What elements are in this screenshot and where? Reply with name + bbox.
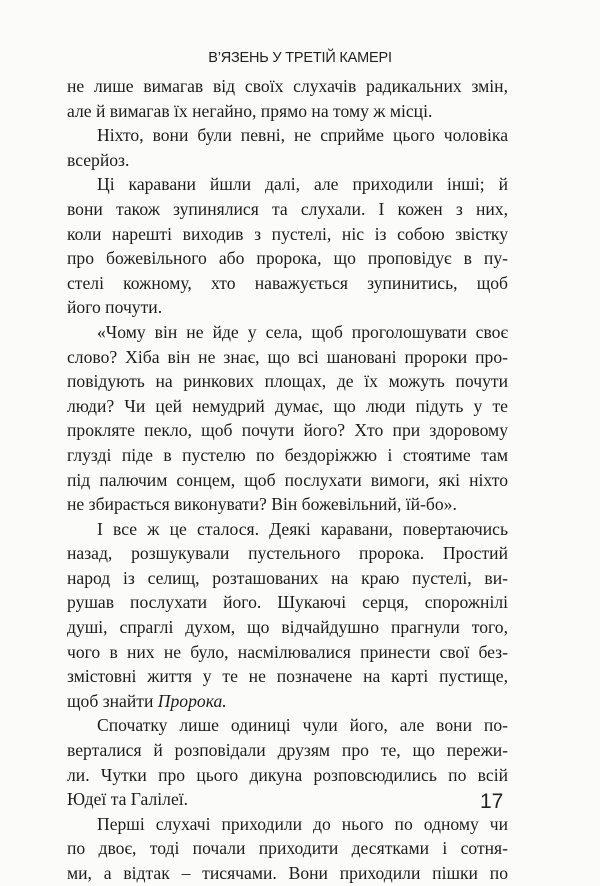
line-text: І все ж це сталося. Деякі каравани, повертаючись — [97, 518, 508, 539]
paragraph — [67, 812, 508, 886]
text-line — [67, 345, 508, 370]
text-line — [67, 861, 508, 886]
text-line — [67, 763, 508, 788]
line-text: під палючим сонцем, щоб послухати вимоги, які ніхто — [67, 469, 508, 490]
text-line — [67, 99, 508, 124]
line-text: щоб знайти — [67, 690, 158, 711]
text-line — [67, 222, 508, 247]
line-text: ми, а відтак – тисячами. Вони приходили пішки по — [67, 863, 508, 883]
line-text: коли нарешті виходив з пустелі, ніс із собою звістку — [67, 223, 508, 244]
text-line — [67, 418, 508, 443]
paragraph — [67, 713, 508, 811]
line-text: Перші слухачі приходили до нього по одному чи — [97, 813, 508, 834]
line-text: вони також зупинялися та слухали. І кожен з них, — [67, 198, 508, 219]
text-line — [67, 369, 508, 394]
paragraph — [67, 172, 508, 320]
text-line — [67, 738, 508, 763]
line-text: Спочатку лише одиниці чули його, але вони по- — [97, 715, 508, 736]
line-text: але й вимагав їх негайно, прямо на тому ж місці. — [67, 100, 433, 121]
text-line — [67, 320, 508, 345]
text-line — [67, 787, 508, 812]
text-line — [67, 123, 508, 148]
text-line — [67, 295, 508, 320]
text-line — [67, 172, 508, 197]
line-text: рушав послухати його. Шукаючі серця, спорожнілі — [67, 592, 508, 613]
text-line — [67, 664, 508, 689]
line-text: прокляте пекло, щоб почути його? Хто при здоровому — [67, 420, 508, 441]
paragraph — [67, 123, 508, 172]
line-text: змістовні життя у те не позначене на карті пустище, — [67, 666, 508, 687]
line-text: не лише вимагав від своїх слухачів радикальних змін, — [67, 76, 508, 96]
text-line — [67, 517, 508, 542]
line-text: всерйоз. — [67, 149, 130, 170]
text-line — [67, 541, 508, 566]
paragraph — [67, 517, 508, 714]
line-text: стелі кожному, хто наважується зупинитись, щоб — [67, 272, 508, 293]
text-line — [67, 468, 508, 493]
running-header: В’ЯЗЕНЬ У ТРЕТІЙ КАМЕРІ — [208, 50, 392, 66]
line-text: повідують на ринкових площах, де їх можуть почути — [67, 371, 508, 392]
text-line — [67, 271, 508, 296]
line-text: люди? Чи цей немудрий думає, що люди підуть у те — [67, 395, 508, 416]
text-line — [67, 615, 508, 640]
text-line — [67, 74, 508, 99]
line-text: Ніхто, вони були певні, не сприйме цього чоловіка — [97, 125, 508, 146]
line-text: ли. Чутки про цього дикуна розповсюдились по всій — [67, 764, 508, 785]
page-body — [67, 74, 508, 886]
text-line — [67, 443, 508, 468]
line-text: глузді піде в пустелю по бездоріжжю і стоятиме там — [67, 444, 508, 465]
text-line — [67, 246, 508, 271]
line-text: Ці каравани йшли далі, але приходили інші; й — [97, 174, 508, 195]
text-line — [67, 148, 508, 173]
text-line — [67, 640, 508, 665]
line-text: душі, спраглі духом, що відчайдушно прагнули того, — [67, 617, 508, 638]
line-text: слово? Хіба він не знає, що всі шановані пророки про- — [67, 346, 508, 367]
text-line — [67, 492, 508, 517]
text-line — [67, 566, 508, 591]
paragraph — [67, 320, 508, 517]
line-text: чого в них не було, насмілювалися принести свої без- — [67, 641, 508, 662]
line-text: верталися й розповідали друзям про те, що пережи- — [67, 740, 508, 761]
line-text: народ із селищ, розташованих на краю пустелі, ви- — [67, 567, 508, 588]
text-line — [67, 689, 508, 714]
text-line — [67, 590, 508, 615]
line-text: його почути. — [67, 297, 163, 318]
text-line — [67, 713, 508, 738]
page-number: 17 — [480, 790, 504, 813]
text-line — [67, 394, 508, 419]
line-text: Юдеї та Галілеї. — [67, 789, 189, 810]
line-text: про божевільного або пророка, що проповідує в пу- — [67, 248, 508, 269]
line-text: не збирається виконувати? Він божевільний, їй-бо». — [67, 494, 457, 515]
text-line — [67, 812, 508, 837]
text-line — [67, 197, 508, 222]
italic-text: Пророка. — [157, 690, 227, 711]
line-text: по двоє, тоді почали приходити десятками і сотня- — [67, 838, 508, 859]
line-text: «Чому він не йде у села, щоб проголошувати своє — [97, 321, 508, 342]
text-line — [67, 836, 508, 861]
paragraph — [67, 74, 508, 123]
line-text: назад, розшукували пустельного пророка. Простий — [67, 543, 508, 564]
